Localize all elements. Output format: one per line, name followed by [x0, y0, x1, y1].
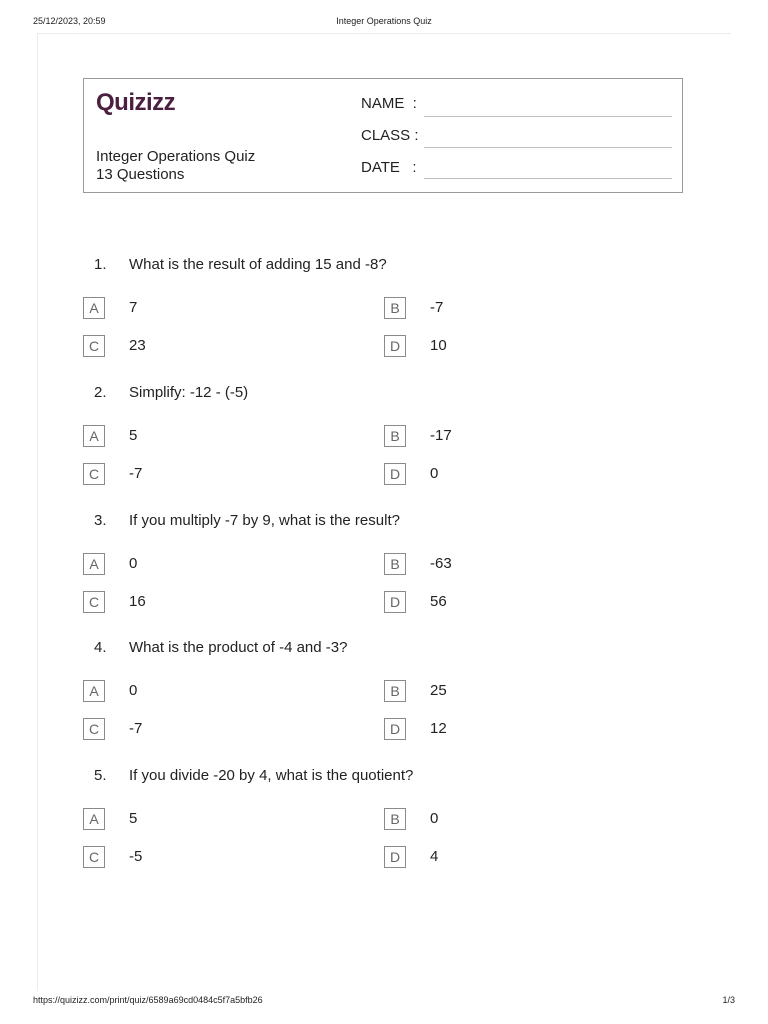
- answer-option-b[interactable]: [384, 297, 584, 319]
- option-letter-box[interactable]: C: [83, 591, 105, 613]
- option-value: -63: [430, 555, 452, 572]
- answer-option-b[interactable]: [384, 553, 584, 575]
- question-number: 3.: [94, 512, 107, 529]
- date-field[interactable]: [424, 178, 672, 179]
- option-value: 0: [129, 682, 138, 699]
- option-value: -7: [129, 465, 143, 482]
- answer-option-d[interactable]: [384, 591, 584, 613]
- question-text: If you divide -20 by 4, what is the quotient?: [129, 767, 414, 784]
- answer-option-a[interactable]: [83, 553, 283, 575]
- option-value: -5: [129, 848, 143, 865]
- option-letter-box[interactable]: B: [384, 808, 406, 830]
- answer-option-c[interactable]: [83, 846, 283, 868]
- class-field[interactable]: [424, 147, 672, 148]
- page-edge-top: [37, 33, 731, 34]
- option-letter-box[interactable]: D: [384, 463, 406, 485]
- print-header: [33, 16, 735, 30]
- question-text: If you multiply -7 by 9, what is the result?: [129, 512, 400, 529]
- option-letter-box[interactable]: D: [384, 718, 406, 740]
- question-number: 5.: [94, 767, 107, 784]
- option-value: 12: [430, 720, 447, 737]
- option-letter-box[interactable]: B: [384, 553, 406, 575]
- option-letter-box[interactable]: A: [83, 425, 105, 447]
- quiz-header-box: [83, 78, 683, 193]
- option-letter-box[interactable]: D: [384, 591, 406, 613]
- name-field[interactable]: [424, 116, 672, 117]
- page-edge-left: [37, 33, 38, 991]
- option-letter-box[interactable]: D: [384, 335, 406, 357]
- print-url: https://quizizz.com/print/quiz/6589a69cd0484c5f7a5bfb26: [33, 995, 263, 1005]
- question-text: What is the product of -4 and -3?: [129, 639, 348, 656]
- print-datetime: 25/12/2023, 20:59: [33, 16, 106, 26]
- option-value: 7: [129, 299, 138, 316]
- option-value: -7: [430, 299, 444, 316]
- option-value: 4: [430, 848, 439, 865]
- option-letter-box[interactable]: C: [83, 335, 105, 357]
- option-letter-box[interactable]: A: [83, 553, 105, 575]
- option-value: 0: [430, 465, 439, 482]
- answer-option-b[interactable]: [384, 680, 584, 702]
- answer-option-c[interactable]: [83, 335, 283, 357]
- quizizz-logo: [96, 89, 186, 115]
- answer-option-d[interactable]: [384, 463, 584, 485]
- answer-option-b[interactable]: [384, 425, 584, 447]
- question-number: 2.: [94, 384, 107, 401]
- option-value: 16: [129, 593, 146, 610]
- print-title: Integer Operations Quiz: [336, 16, 432, 26]
- option-value: -17: [430, 427, 452, 444]
- name-label: NAME :: [361, 95, 417, 112]
- answer-option-c[interactable]: [83, 463, 283, 485]
- option-value: 0: [430, 810, 439, 827]
- date-label: DATE :: [361, 159, 417, 176]
- option-letter-box[interactable]: C: [83, 846, 105, 868]
- option-letter-box[interactable]: B: [384, 425, 406, 447]
- answer-option-a[interactable]: [83, 680, 283, 702]
- option-value: 56: [430, 593, 447, 610]
- question-text: What is the result of adding 15 and -8?: [129, 256, 387, 273]
- option-letter-box[interactable]: A: [83, 808, 105, 830]
- option-value: 23: [129, 337, 146, 354]
- option-letter-box[interactable]: B: [384, 680, 406, 702]
- answer-option-d[interactable]: [384, 335, 584, 357]
- option-value: 5: [129, 427, 138, 444]
- option-value: -7: [129, 720, 143, 737]
- question-number: 4.: [94, 639, 107, 656]
- option-value: 0: [129, 555, 138, 572]
- option-letter-box[interactable]: C: [83, 718, 105, 740]
- option-letter-box[interactable]: B: [384, 297, 406, 319]
- answer-option-c[interactable]: [83, 591, 283, 613]
- quiz-title: Integer Operations Quiz: [96, 148, 256, 165]
- option-value: 5: [129, 810, 138, 827]
- page-number: 1/3: [722, 995, 735, 1005]
- answer-option-d[interactable]: [384, 846, 584, 868]
- logo-text: Quizizz: [96, 89, 176, 115]
- question-text: Simplify: -12 - (-5): [129, 384, 249, 401]
- answer-option-c[interactable]: [83, 718, 283, 740]
- option-value: 25: [430, 682, 447, 699]
- print-footer: [33, 995, 735, 1009]
- option-value: 10: [430, 337, 447, 354]
- answer-option-b[interactable]: [384, 808, 584, 830]
- question-count: 13 Questions: [96, 166, 185, 183]
- answer-option-d[interactable]: [384, 718, 584, 740]
- option-letter-box[interactable]: D: [384, 846, 406, 868]
- answer-option-a[interactable]: [83, 425, 283, 447]
- question-number: 1.: [94, 256, 107, 273]
- option-letter-box[interactable]: C: [83, 463, 105, 485]
- answer-option-a[interactable]: [83, 808, 283, 830]
- option-letter-box[interactable]: A: [83, 680, 105, 702]
- answer-option-a[interactable]: [83, 297, 283, 319]
- option-letter-box[interactable]: A: [83, 297, 105, 319]
- class-label: CLASS :: [361, 127, 419, 144]
